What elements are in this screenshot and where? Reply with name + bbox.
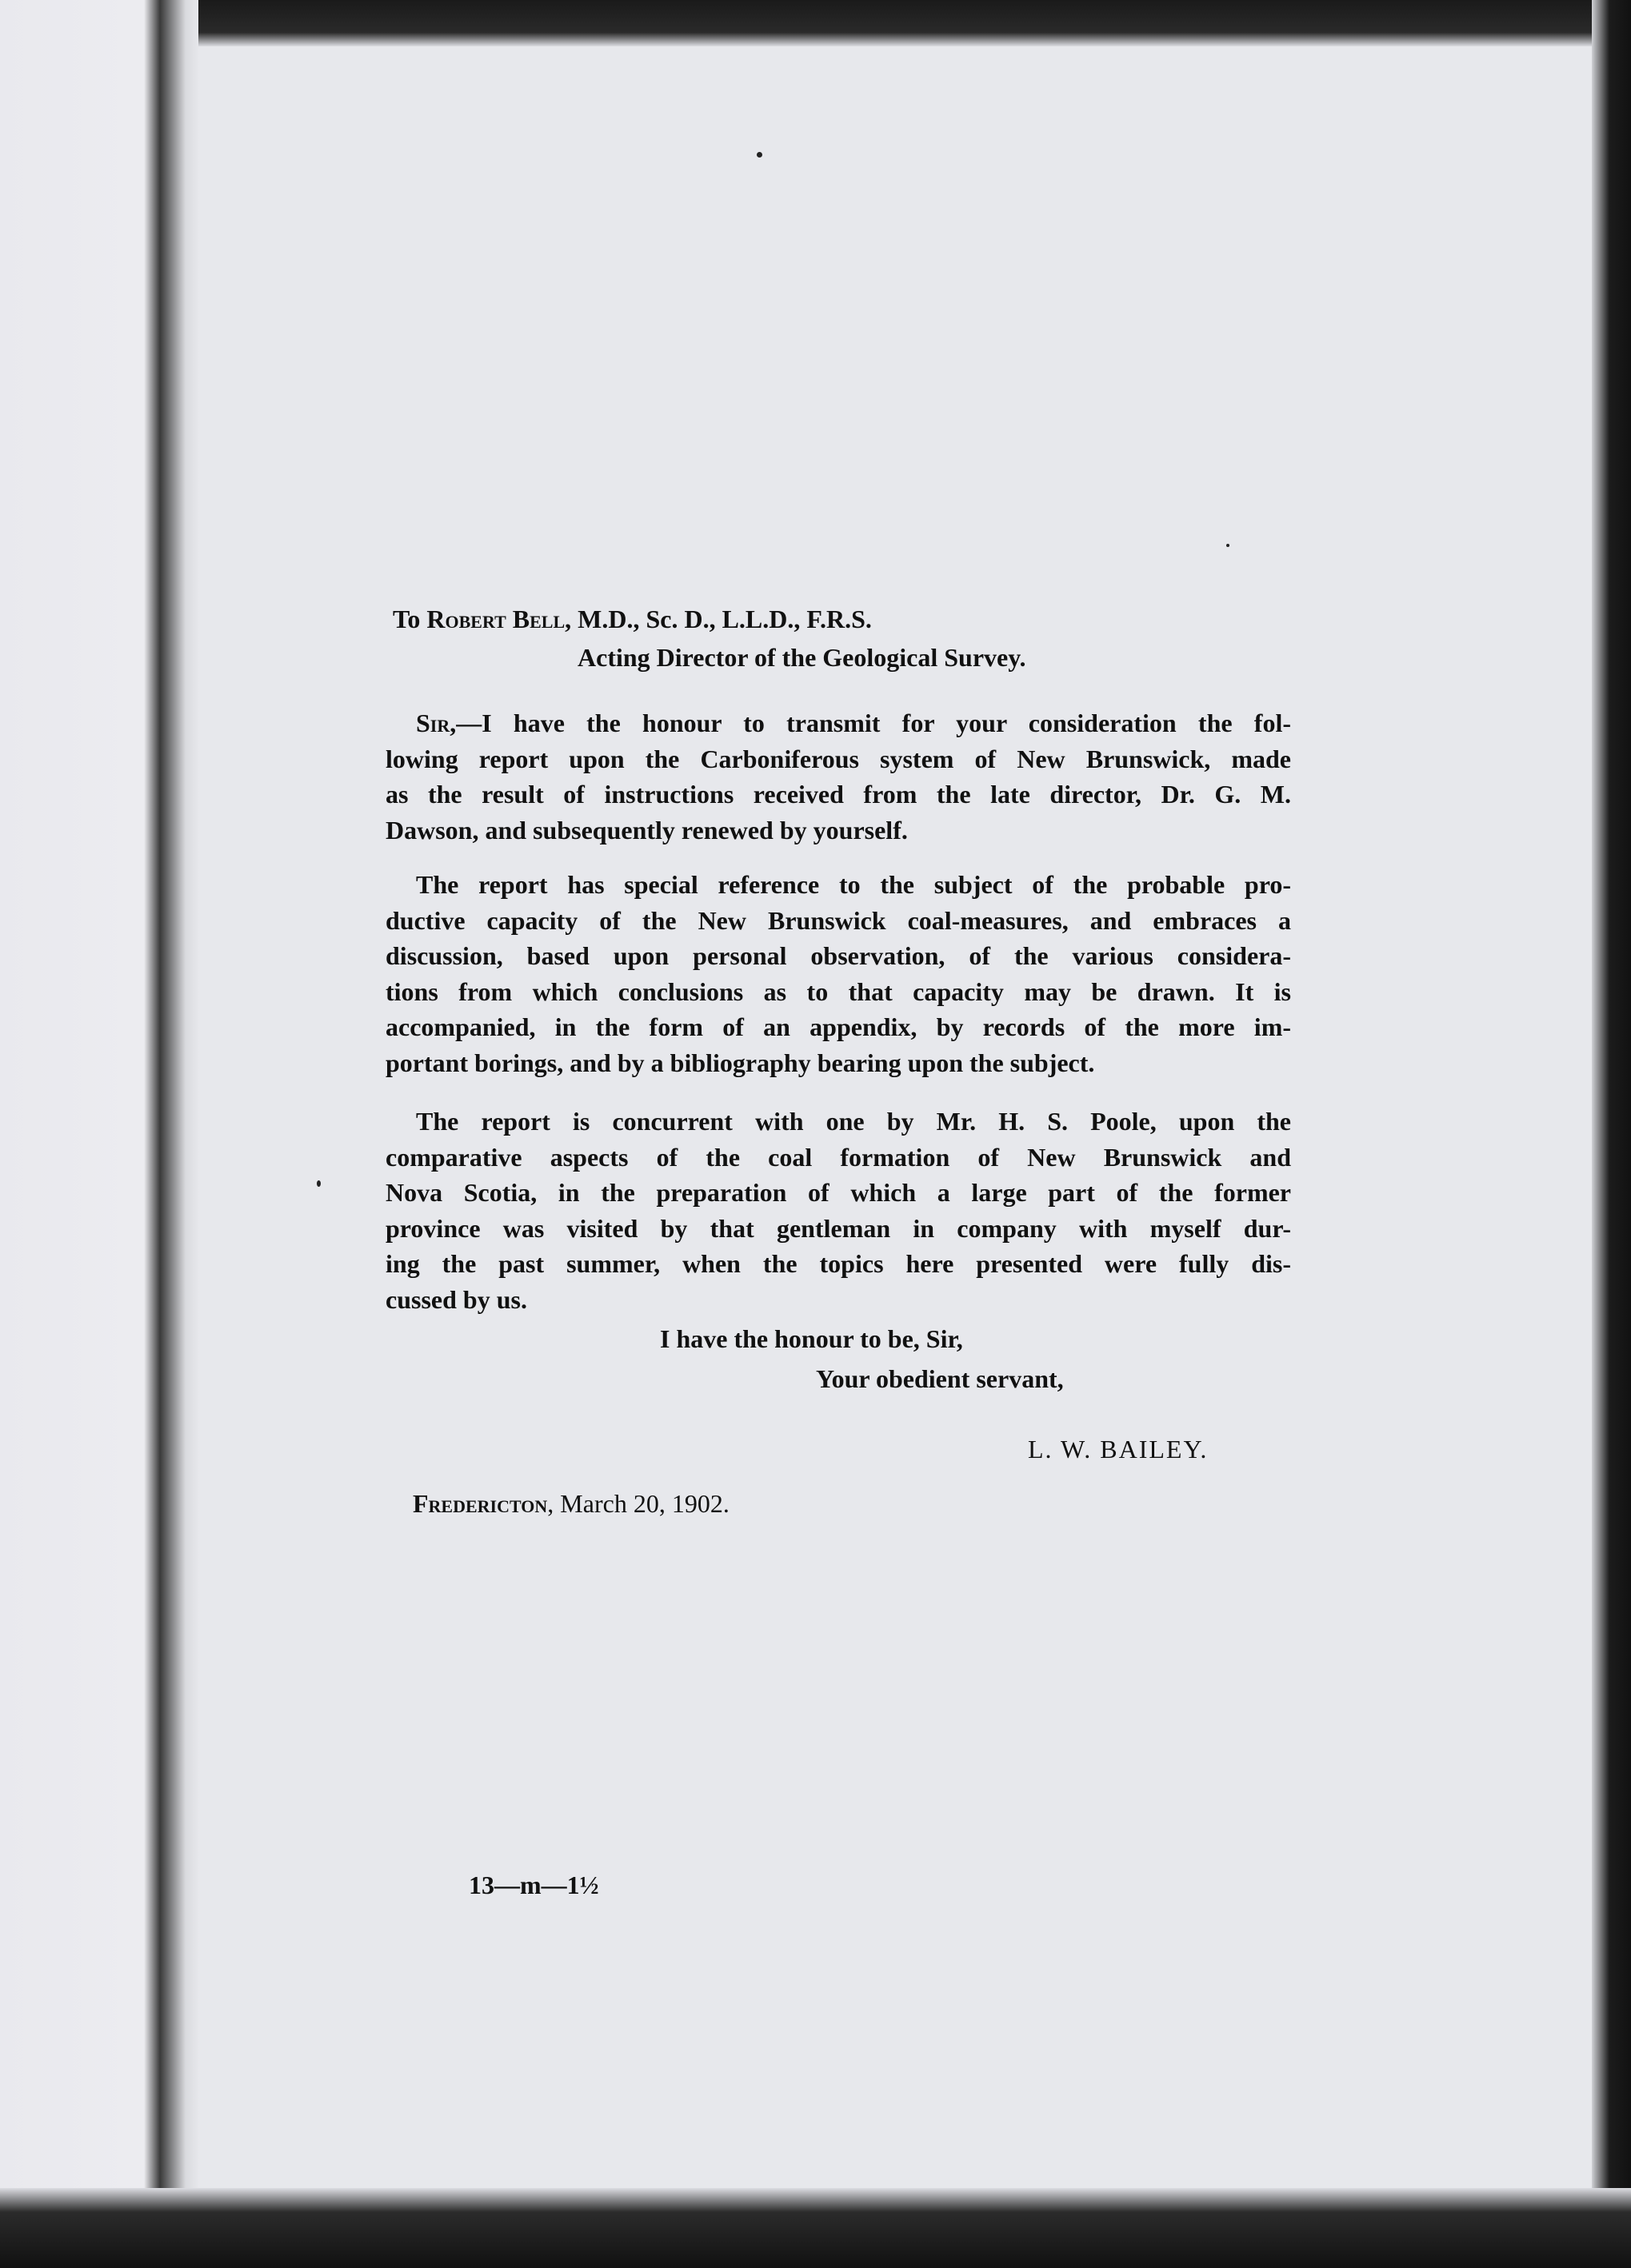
paragraph-line: lowing report upon the Carboniferous system of New Brunswick, made (386, 744, 1291, 773)
letter-paragraph-2 (386, 867, 1291, 1080)
place: Fredericton (413, 1489, 548, 1518)
addressee-name: Robert Bell (426, 605, 566, 633)
paragraph-line: Dawson, and subsequently renewed by yourself. (386, 815, 908, 845)
scan-border-bottom (0, 2188, 1631, 2268)
scan-border-right (1592, 0, 1631, 2268)
paragraph-line: accompanied, in the form of an appendix, by records of the more im- (386, 1012, 1291, 1041)
letter-paragraph-3 (386, 1104, 1291, 1317)
scan-border-top (0, 0, 1631, 46)
paragraph-line: cussed by us. (386, 1284, 527, 1314)
paragraph-line: portant borings, and by a bibliography bearing upon the subject. (386, 1048, 1095, 1077)
scan-speck (757, 152, 762, 158)
paragraph-line: The report is concurrent with one by Mr. H. S. Poole, upon the (416, 1107, 1291, 1136)
paragraph-line: ductive capacity of the New Brunswick coal-measures, and embraces a (386, 905, 1291, 935)
paragraph-line: Nova Scotia, in the preparation of which a large part of the former (386, 1178, 1291, 1207)
salutation-prefix: To (393, 605, 421, 633)
addressee-credentials: , M.D., Sc. D., L.L.D., F.R.S. (565, 605, 872, 633)
sir-lead: Sir (416, 709, 450, 737)
signature: L. W. BAILEY. (1028, 1435, 1209, 1463)
scan-speck (1226, 544, 1229, 547)
closing-line-2: Your obedient servant, (816, 1364, 1064, 1393)
paragraph-line: province was visited by that gentleman in company with myself dur- (386, 1213, 1291, 1243)
closing-line-1: I have the honour to be, Sir, (660, 1324, 963, 1353)
paragraph-line: comparative aspects of the coal formation of New Brunswick and (386, 1142, 1291, 1172)
scan-speck (317, 1180, 321, 1187)
paragraph-line: tions from which conclusions as to that capacity may be drawn. It is (386, 976, 1291, 1006)
paragraph-line: ing the past summer, when the topics here presented were fully dis- (386, 1249, 1291, 1278)
addressee-line (393, 601, 872, 637)
paragraph-line: Sir,—I have the honour to transmit for your consideration the fol- (416, 709, 1291, 737)
paragraph-line: as the result of instructions received from the late director, Dr. G. M. (386, 780, 1291, 809)
place-date-line (413, 1486, 730, 1521)
paragraph-line: discussion, based upon personal observation, of the various considera- (386, 941, 1291, 970)
addressee-title: Acting Director of the Geological Survey. (578, 643, 1026, 672)
scan-border-left (0, 0, 198, 2268)
letter-paragraph-1 (386, 705, 1291, 848)
paragraph-line: The report has special reference to the subject of the probable pro- (416, 870, 1291, 899)
date: , March 20, 1902. (547, 1489, 730, 1518)
signature-mark: 13—m—1½ (469, 1871, 599, 1899)
